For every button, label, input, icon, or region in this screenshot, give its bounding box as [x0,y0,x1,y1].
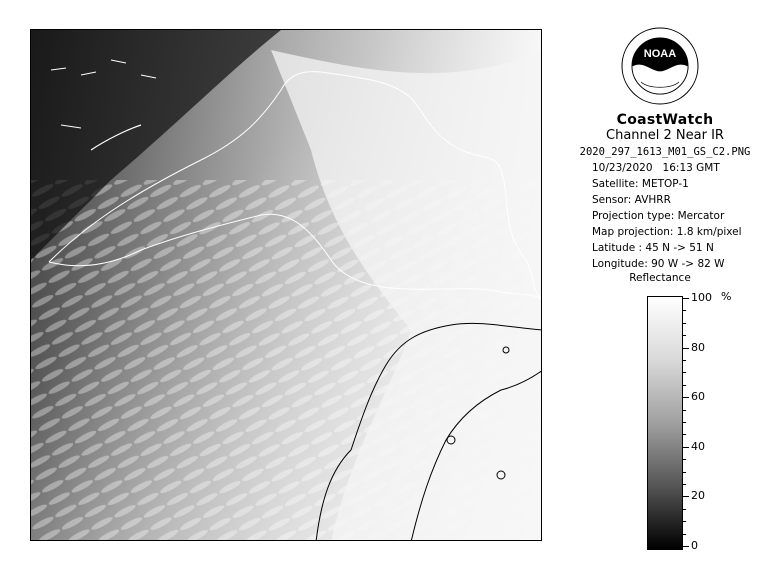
scale-tick [683,546,689,547]
logo-text: NOAA [643,48,677,60]
product-title: CoastWatch [616,112,714,128]
date: 10/23/2020 [592,162,653,174]
scale-tick-label: 40 [691,439,705,453]
reflectance-colorbar [647,296,683,550]
scale-minor-tick [683,509,686,510]
scale-minor-tick [683,372,686,373]
scale-minor-tick [683,521,686,522]
scale-tick [683,348,689,349]
scale-minor-tick [683,310,686,311]
scale-tick-label: 100 [691,291,712,304]
scale-minor-tick [683,534,686,535]
scale-unit: % [721,290,732,303]
scale-tick [683,397,689,398]
latitude-info: Latitude : 45 N -> 51 N [592,242,714,254]
filename: 2020_297_1613_M01_GS_C2.PNG [579,146,751,158]
scale-title: Reflectance [629,272,691,284]
scale-minor-tick [683,360,686,361]
scale-minor-tick [683,323,686,324]
scale-tick [683,447,689,448]
scale-minor-tick [683,335,686,336]
time: 16:13 GMT [662,162,720,174]
scale-minor-tick [683,484,686,485]
scale-minor-tick [683,434,686,435]
satellite-info: Satellite: METOP-1 [592,178,689,190]
scale-minor-tick [683,385,686,386]
scale-minor-tick [683,410,686,411]
noaa-logo [621,27,699,105]
scale-tick [683,298,689,299]
scale-tick-label: 60 [691,390,705,404]
channel-subtitle: Channel 2 Near IR [606,128,724,143]
scale-tick-label: 80 [691,340,705,354]
scale-minor-tick [683,472,686,473]
projection-type-info: Projection type: Mercator [592,210,725,222]
scale-tick-label: 20 [691,489,705,503]
scale-minor-tick [683,422,686,423]
satellite-image [30,29,542,541]
scale-tick [683,496,689,497]
map-projection-info: Map projection: 1.8 km/pixel [592,226,742,238]
scale-minor-tick [683,459,686,460]
longitude-info: Longitude: 90 W -> 82 W [592,258,725,270]
date-time-line [592,162,720,174]
scale-tick-label: 0 [691,539,698,552]
sensor-info: Sensor: AVHRR [592,194,671,206]
